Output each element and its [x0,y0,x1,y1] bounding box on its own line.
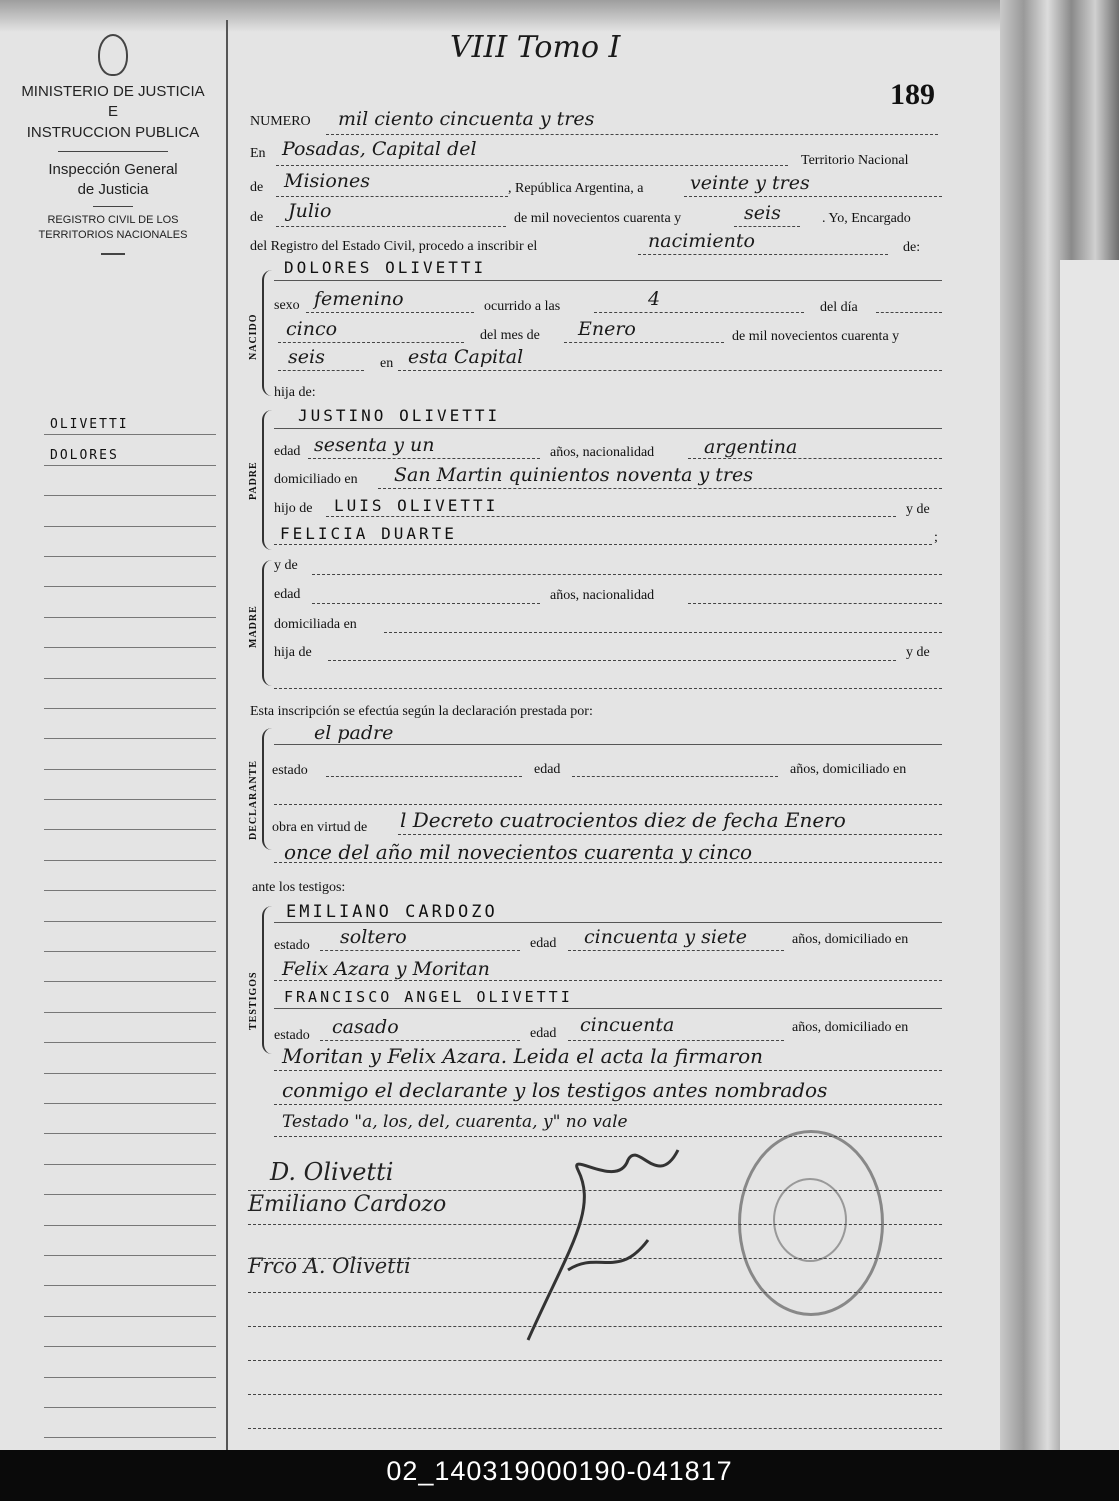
t1-anios-label: años, domiciliado en [792,932,909,947]
en-label: En [250,146,266,161]
ocurrido-label: ocurrido a las [484,299,561,314]
y-de-label: y de [906,502,930,517]
padre-dom-value: San Martin quinientos noventa y tres [394,464,753,486]
testigo-1-name: EMILIANO CARDOZO [286,902,498,922]
dia-nac-value: cinco [286,318,338,340]
registrar-signature-icon [508,1130,708,1350]
del-dia-label: del día [820,300,858,315]
padre-edad-value: sesenta y un [314,434,435,456]
ministry-line-1: MINISTERIO DE JUSTICIA [21,83,205,100]
mes-nac-value: Enero [578,318,636,340]
padre-dom-label: domiciliado en [274,472,358,487]
side-label-testigos: TESTIGOS [248,971,259,1030]
padre-anios-label: años, nacionalidad [550,445,655,460]
side-label-declarante: DECLARANTE [248,759,259,840]
yo-label: . Yo, Encargado [822,211,911,226]
ministry-line-3: INSTRUCCION PUBLICA [26,123,200,141]
obra-label: obra en virtud de [272,820,368,835]
territorio-label: Territorio Nacional [801,153,909,168]
hora-value: 4 [648,288,661,310]
t1-edad-value: cincuenta y siete [584,926,748,948]
hijo-de-label: hijo de [274,501,313,516]
lugar-nac-value: esta Capital [408,346,524,368]
en-label-2: en [380,356,394,371]
declarante-anios-label: años, domiciliado en [790,762,907,777]
dia-value: veinte y tres [690,172,810,194]
madre-dom-label: domiciliada en [274,617,357,632]
t2-anios-label: años, domiciliado en [792,1020,909,1035]
cierre-line-1: Moritan y Felix Azara. Leida el acta la firmaron [282,1044,764,1068]
image-caption: 02_140319000190-041817 [386,1456,733,1486]
numero-value: mil ciento cincuenta y tres [338,108,595,130]
registry-line-1: REGISTRO CIVIL DE LOS [47,214,179,227]
declarante-value: el padre [314,722,394,744]
signature-testigo-1: Emiliano Cardozo [248,1192,447,1217]
de-label-1: de [250,180,264,195]
t2-edad-value: cincuenta [580,1014,675,1036]
registry-line-2: TERRITORIOS NACIONALES [38,229,188,242]
signature-testigo-2: Frco A. Olivetti [248,1254,411,1278]
testigos-label: ante los testigos: [252,880,346,895]
de-label-2: de [250,210,264,225]
mes-value: Julio [288,200,332,222]
inspection-line-1: Inspección General [48,160,178,178]
del-mes-label: del mes de [480,328,540,343]
ministry-header [0,82,226,255]
declarante-estado-label: estado [272,763,308,778]
anio-label: de mil novecientos cuarenta y [514,211,682,226]
tipo-value: nacimiento [648,230,755,252]
territorio-value: Misiones [284,170,371,192]
signature-declarante: D. Olivetti [270,1158,394,1186]
left-margin-column [0,20,228,1450]
madre-y-de-label: y de [274,558,298,573]
republica-label: , República Argentina, a [508,181,644,196]
madre-anios-label: años, nacionalidad [550,588,655,603]
t1-dom-value: Felix Azara y Moritan [282,958,490,980]
t2-estado-label: estado [274,1028,310,1043]
numero-label: NUMERO [250,114,311,129]
volume-annotation: VIII Tomo I [450,30,621,65]
decreto-line-1: l Decreto cuatrocientos diez de fecha Enero [400,808,846,832]
anio-value: seis [744,202,781,224]
madre-y-de-label-2: y de [906,645,930,660]
declaracion-label: Esta inscripción se efectúa según la declaración prestada por: [250,704,593,719]
cierre-line-3: Testado "a, los, del, cuarenta, y" no vale [282,1112,628,1132]
madre-edad-label: edad [274,587,301,602]
side-label-nacido: NACIDO [248,313,259,360]
t1-estado-label: estado [274,938,310,953]
padre-nac-value: argentina [704,436,798,458]
declarante-edad-label: edad [534,762,561,777]
decreto-line-2: once del año mil novecientos cuarenta y cinco [284,840,753,864]
cierre-line-2: conmigo el declarante y los testigos antes nombrados [282,1078,828,1102]
birth-record-form [248,0,948,1450]
lugar-value: Posadas, Capital del [282,138,477,160]
semicolon: ; [934,530,938,545]
t1-edad-label: edad [530,936,557,951]
margin-surname: OLIVETTI [50,417,129,433]
registro-label: del Registro del Estado Civil, procedo a inscribir el [250,239,538,254]
t1-estado-value: soltero [340,926,407,948]
mil-nov-label: de mil novecientos cuarenta y [732,329,900,344]
side-label-padre: PADRE [248,461,259,500]
anio-nac-value: seis [288,346,325,368]
sexo-value: femenino [314,288,404,310]
hija-de-label: hija de: [274,385,316,400]
folio-number: 189 [890,78,935,111]
padre-edad-label: edad [274,444,301,459]
coat-of-arms-icon [98,34,128,76]
inscripto-name: DOLORES OLIVETTI [284,258,487,277]
sexo-label: sexo [274,298,300,313]
testigo-2-name: FRANCISCO ANGEL OLIVETTI [284,988,573,1006]
madre-hija-label: hija de [274,645,312,660]
t2-edad-label: edad [530,1026,557,1041]
abuela-value: FELICIA DUARTE [280,524,457,543]
margin-lines [44,405,216,1438]
margin-given-name: DOLORES [50,447,119,463]
inspection-line-2: de Justicia [77,181,149,198]
side-label-madre: MADRE [248,605,259,648]
de-colon-label: de: [903,240,921,255]
underlying-sheet [1060,260,1119,1450]
abuelo-value: LUIS OLIVETTI [334,496,499,515]
t2-estado-value: casado [332,1016,399,1038]
padre-nombre: JUSTINO OLIVETTI [298,406,501,425]
ministry-line-2: E [107,103,118,121]
